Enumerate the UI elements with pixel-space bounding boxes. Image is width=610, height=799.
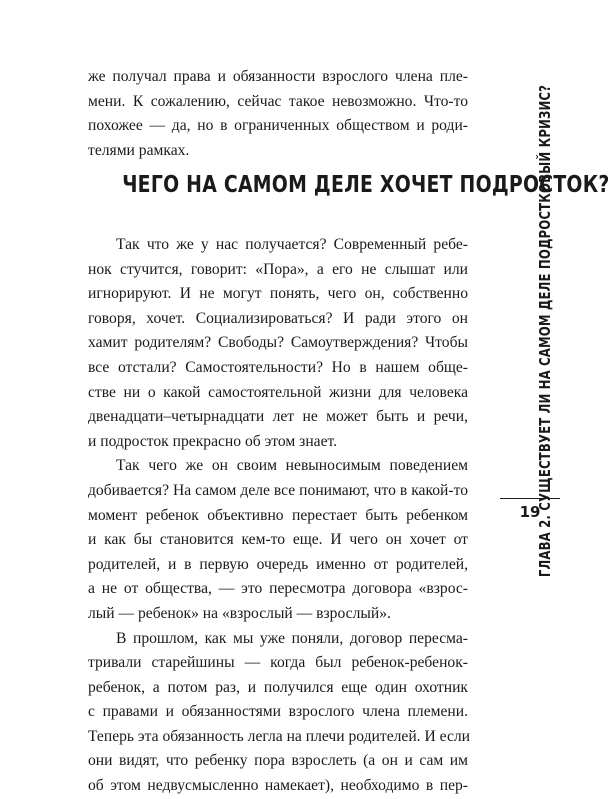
text-line: же получал права и обязанности взрослого члена пле- <box>88 68 468 85</box>
text-line: Так чего же он своим невыносимым поведением <box>116 457 468 475</box>
text-line: тривали старейшины — когда был ребенок-ребенок- <box>88 654 468 672</box>
text-line: Так что же у нас получается? Современный ребе- <box>116 236 468 253</box>
text-line: и подросток прекрасно об этом знает. <box>88 432 338 450</box>
text-line: об этом недвусмысленно намекает), необходимо в пер- <box>88 777 468 795</box>
text-line: все отстали? Самостоятельности? Но в нашем обще- <box>88 358 468 376</box>
text-line: хамит родителям? Свободы? Самоутверждения? Чтобы <box>88 334 468 352</box>
paragraph-3 <box>88 627 471 799</box>
text-line: В прошлом, как мы уже поняли, договор пересма- <box>116 629 468 647</box>
text-line: телями рамках. <box>88 141 190 159</box>
running-header-text: ГЛАВА 2. СУЩЕСТВУЕТ ЛИ НА САМОМ ДЕЛЕ ПОДРОСТКОВЫЙ КРИЗИС? <box>536 84 554 578</box>
text-line: они видят, что ребенку пора взрослеть (а он и сам им <box>88 752 468 770</box>
text-line: а не от общества, — это пересмотра договора «взрос- <box>88 580 468 598</box>
page-number-rule <box>500 498 560 499</box>
text-line: стве ни о какой самостоятельной жизни для человека <box>88 383 468 401</box>
text-line: с правами и обязанностями взрослого члена племени. <box>88 703 468 721</box>
page-number: 19 <box>519 503 541 521</box>
intro-paragraph <box>88 65 468 163</box>
text-line: ребенок, а потом раз, и получился еще один охотник <box>88 678 468 696</box>
text-line: игнорируют. И не могут понять, чего он, собственно <box>88 285 468 303</box>
text-line: лый — ребенок» на «взрослый — взрослый». <box>88 604 391 622</box>
text-line: похожее — да, но в ограниченных обществом и роди- <box>88 117 468 135</box>
text-line: мени. К сожалению, сейчас такое невозможно. Что-то <box>88 92 468 110</box>
text-line: добивается? На самом деле все понимают, что в какой-то <box>88 481 468 499</box>
text-line: нок стучится, говорит: «Пора», а его не слышат или <box>88 260 468 278</box>
section-heading: ЧЕГО НА САМОМ ДЕЛЕ ХОЧЕТ ПОДРОСТОК? <box>122 172 610 198</box>
paragraph-2 <box>88 454 468 626</box>
text-line: момент ребенок объективно перестает быть ребенком <box>88 506 468 524</box>
text-line: и как бы становится кем-то еще. И чего он хочет от <box>88 531 468 549</box>
running-header <box>533 84 557 578</box>
body-text <box>88 233 471 799</box>
text-line: Теперь эта обязанность легла на плечи родителей. И если <box>88 727 471 745</box>
text-line: говоря, хочет. Социализироваться? И ради этого он <box>88 309 468 327</box>
text-line: двенадцати–четырнадцати лет не может быть и речи, <box>88 408 468 426</box>
paragraph-1 <box>88 233 468 454</box>
text-line: родителей, и в первую очередь именно от родителей, <box>88 555 468 573</box>
